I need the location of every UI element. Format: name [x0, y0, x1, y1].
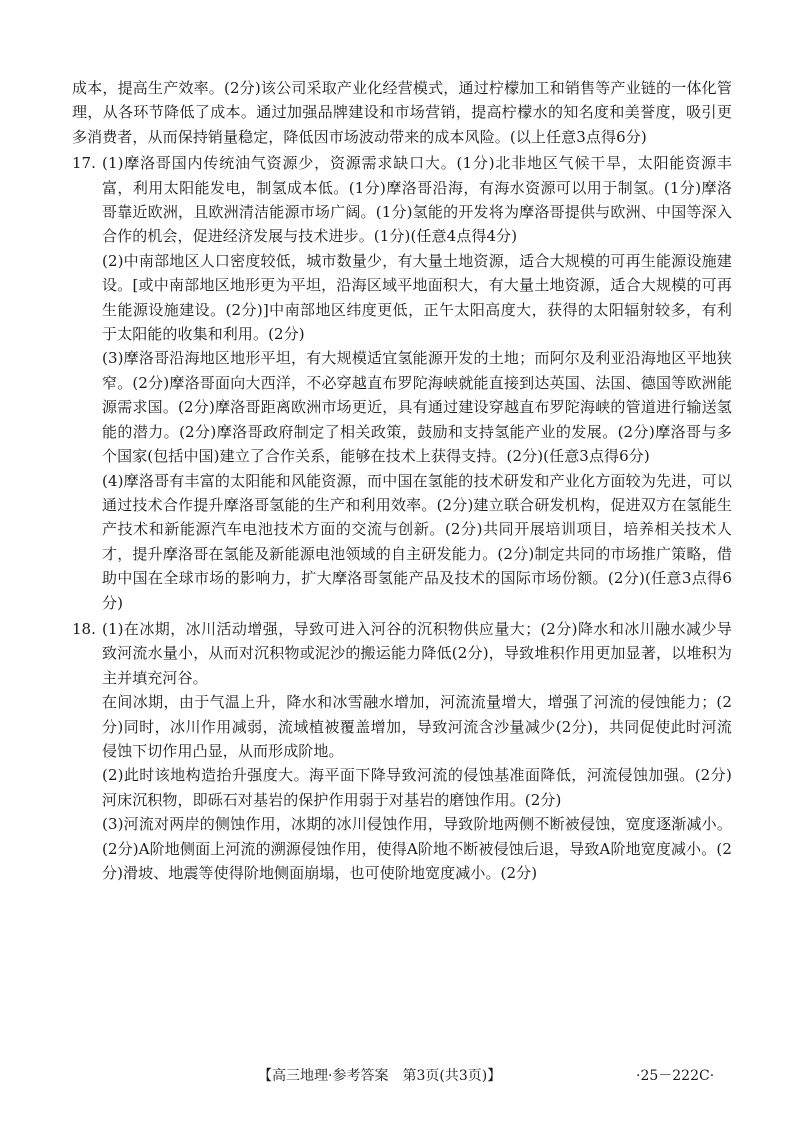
question-17-number: 17. — [72, 154, 96, 173]
page-footer — [0, 1064, 800, 1088]
q18-part-3: (3)河流对两岸的侧蚀作用，冰期的冰川侵蚀作用，导致阶地两侧不断被侵蚀，宽度逐渐减小。(2分)A阶地侧面上河流的溯源侵蚀作用，使得A阶地不断被侵蚀后退，导致A阶地宽度减小。(2分)滑坡、地震等使得阶地侧面崩塌，也可使阶地宽度减小。(2分) — [102, 815, 732, 882]
question-17 — [72, 151, 732, 615]
q18-part-2: (2)此时该地构造抬升强度大。海平面下降导致河流的侵蚀基准面降低，河流侵蚀加强。(2分)河床沉积物，即砾石对基岩的保护作用弱于对基岩的磨蚀作用。(2分) — [102, 766, 732, 809]
footer-page-info: 【高三地理·参考答案 第3页(共3页)】 — [258, 1068, 502, 1084]
q18-part-1: (1)在冰期，冰川活动增强，导致可进入河谷的沉积物供应量大；(2分)降水和冰川融水减少导致河流水量小，从而对沉积物或泥沙的搬运能力降低(2分)，导致堆积作用更加显著，以堆积为主并填充河谷。 — [102, 619, 732, 687]
question-18 — [72, 617, 732, 885]
q17-part-1: (1)摩洛哥国内传统油气资源少，资源需求缺口大。(1分)北非地区气候干旱，太阳能资源丰富，利用太阳能发电，制氢成本低。(1分)摩洛哥沿海，有海水资源可以用于制氢。(1分)摩洛哥靠近欧洲，且欧洲清洁能源市场广阔。(1分)氢能的开发将为摩洛哥提供与欧洲、中国等深入合作的机会，促进经济发展与技术进步。(1分)(任意4点得4分) — [102, 154, 732, 246]
q17-part-4: (4)摩洛哥有丰富的太阳能和风能资源，而中国在氢能的技术研发和产业化方面较为先进，可以通过技术合作提升摩洛哥氢能的生产和利用效率。(2分)建立联合研发机构，促进双方在氢能生产技术和新能源汽车电池技术方面的交流与创新。(2分)共同开展培训项目，培养相关技术人才，提升摩洛哥在氢能及新能源电池领域的自主研发能力。(2分)制定共同的市场推广策略，借助中国在全球市场的影响力，扩大摩洛哥氢能产品及技术的国际市场份额。(2分)(任意3点得6分) — [102, 471, 732, 612]
answer-content — [72, 76, 732, 885]
question-18-number: 18. — [72, 619, 96, 638]
q18-part-1-interglacial: 在间冰期，由于气温上升，降水和冰雪融水增加，河流流量增大，增强了河流的侵蚀能力；(2分)同时，冰川作用减弱，流域植被覆盖增加，导致河流含沙量减少(2分)，共同促使此时河流侵蚀下切作用凸显，从而形成阶地。 — [102, 693, 732, 760]
continuation-paragraph: 成本，提高生产效率。(2分)该公司采取产业化经营模式，通过柠檬加工和销售等产业链的一体化管理，从各环节降低了成本。通过加强品牌建设和市场营销，提高柠檬水的知名度和美誉度，吸引更多消费者，从而保持销量稳定，降低因市场波动带来的成本风险。(以上任意3点得6分) — [72, 79, 732, 146]
q17-part-2: (2)中南部地区人口密度较低，城市数量少，有大量土地资源，适合大规模的可再生能源设施建设。[或中南部地区地形更为平坦，沿海区域平地面积大，有大量土地资源，适合大规模的可再生能源设施建设。(2分)]中南部地区纬度更低，正午太阳高度大，获得的太阳辐射较多，有利于太阳能的收集和利用。(2分) — [102, 251, 732, 344]
q17-part-3: (3)摩洛哥沿海地区地形平坦，有大规模适宜氢能源开发的土地；而阿尔及利亚沿海地区平地狭窄。(2分)摩洛哥面向大西洋，不必穿越直布罗陀海峡就能直接到达英国、法国、德国等欧洲能源需求国。(2分)摩洛哥距离欧洲市场更近，具有通过建设穿越直布罗陀海峡的管道进行输送氢能的潜力。(2分)摩洛哥政府制定了相关政策，鼓励和支持氢能产业的发展。(2分)摩洛哥与多个国家(包括中国)建立了合作关系，能够在技术上获得支持。(2分)(任意3点得6分) — [102, 349, 732, 466]
footer-code: ·25－222C· — [636, 1068, 715, 1084]
